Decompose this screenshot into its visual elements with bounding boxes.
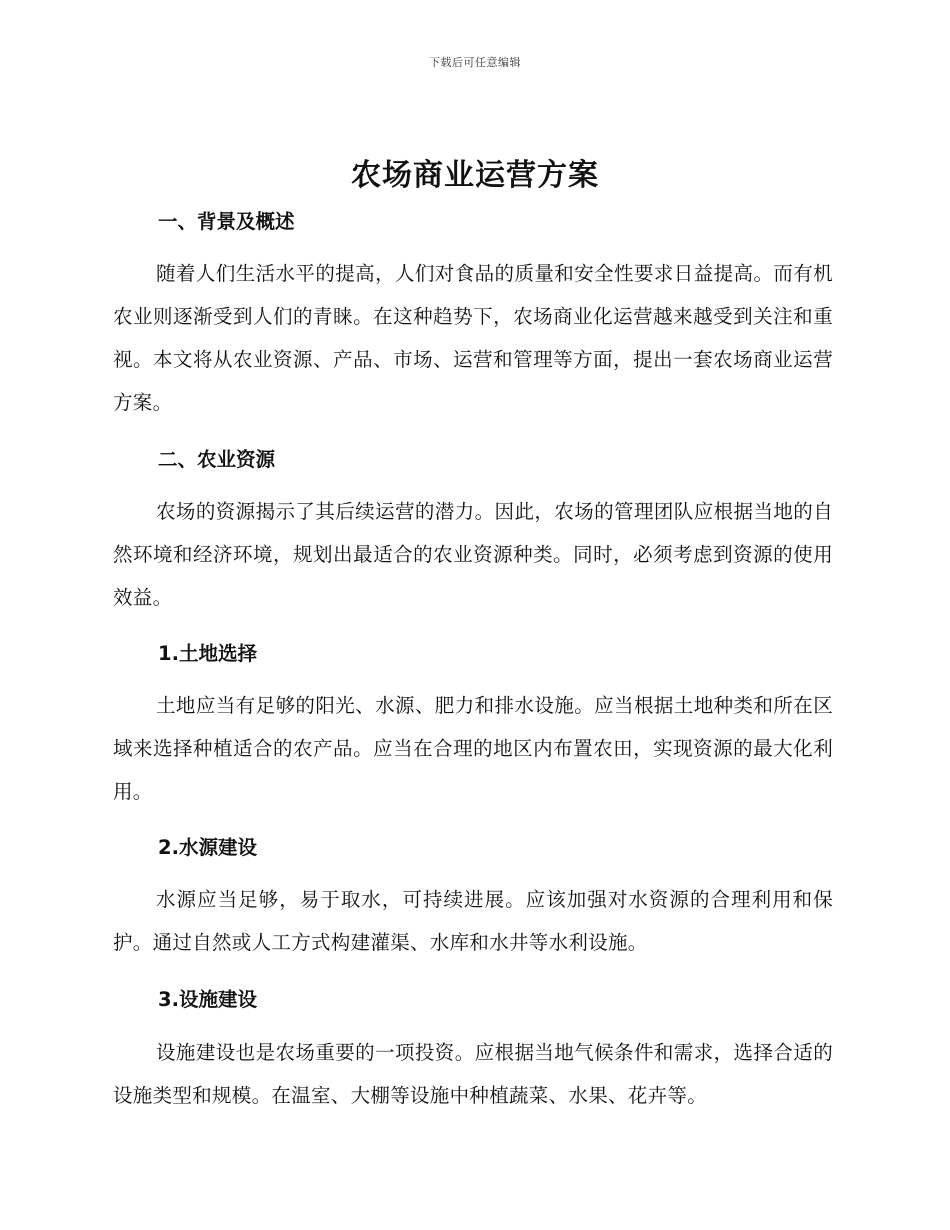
section-paragraph-agricultural-resources: 农场的资源揭示了其后续运营的潜力。因此，农场的管理团队应根据当地的自然环境和经济环境，规划出最适合的农业资源种类。同时，必须考虑到资源的使用效益。 <box>113 500 833 609</box>
section-heading-land-selection: 1.土地选择 <box>158 642 257 665</box>
document-title: 农场商业运营方案 <box>351 158 599 193</box>
section-paragraph-water-source: 水源应当足够，易于取水，可持续进展。应该加强对水资源的合理利用和保护。通过自然或人工方式构建灌渠、水库和水井等水利设施。 <box>113 888 833 954</box>
section-paragraph-land-selection: 土地应当有足够的阳光、水源、肥力和排水设施。应当根据土地种类和所在区域来选择种植适合的农产品。应当在合理的地区内布置农田，实现资源的最大化利用。 <box>113 694 833 803</box>
section-heading-facility-construction: 3.设施建设 <box>158 988 257 1011</box>
section-paragraph-background: 随着人们生活水平的提高，人们对食品的质量和安全性要求日益提高。而有机农业则逐渐受到人们的青睐。在这种趋势下，农场商业化运营越来越受到关注和重视。本文将从农业资源、产品、市场、运营和管理等方面，提出一套农场商业运营方案。 <box>113 262 833 414</box>
page-header: 下载后可任意编辑 <box>429 56 521 69</box>
section-heading-water-source: 2.水源建设 <box>158 836 257 859</box>
section-heading-background: 一、背景及概述 <box>158 210 295 233</box>
section-paragraph-facility-construction: 设施建设也是农场重要的一项投资。应根据当地气候条件和需求，选择合适的设施类型和规模。在温室、大棚等设施中种植蔬菜、水果、花卉等。 <box>113 1041 833 1107</box>
section-heading-agricultural-resources: 二、农业资源 <box>158 448 276 471</box>
